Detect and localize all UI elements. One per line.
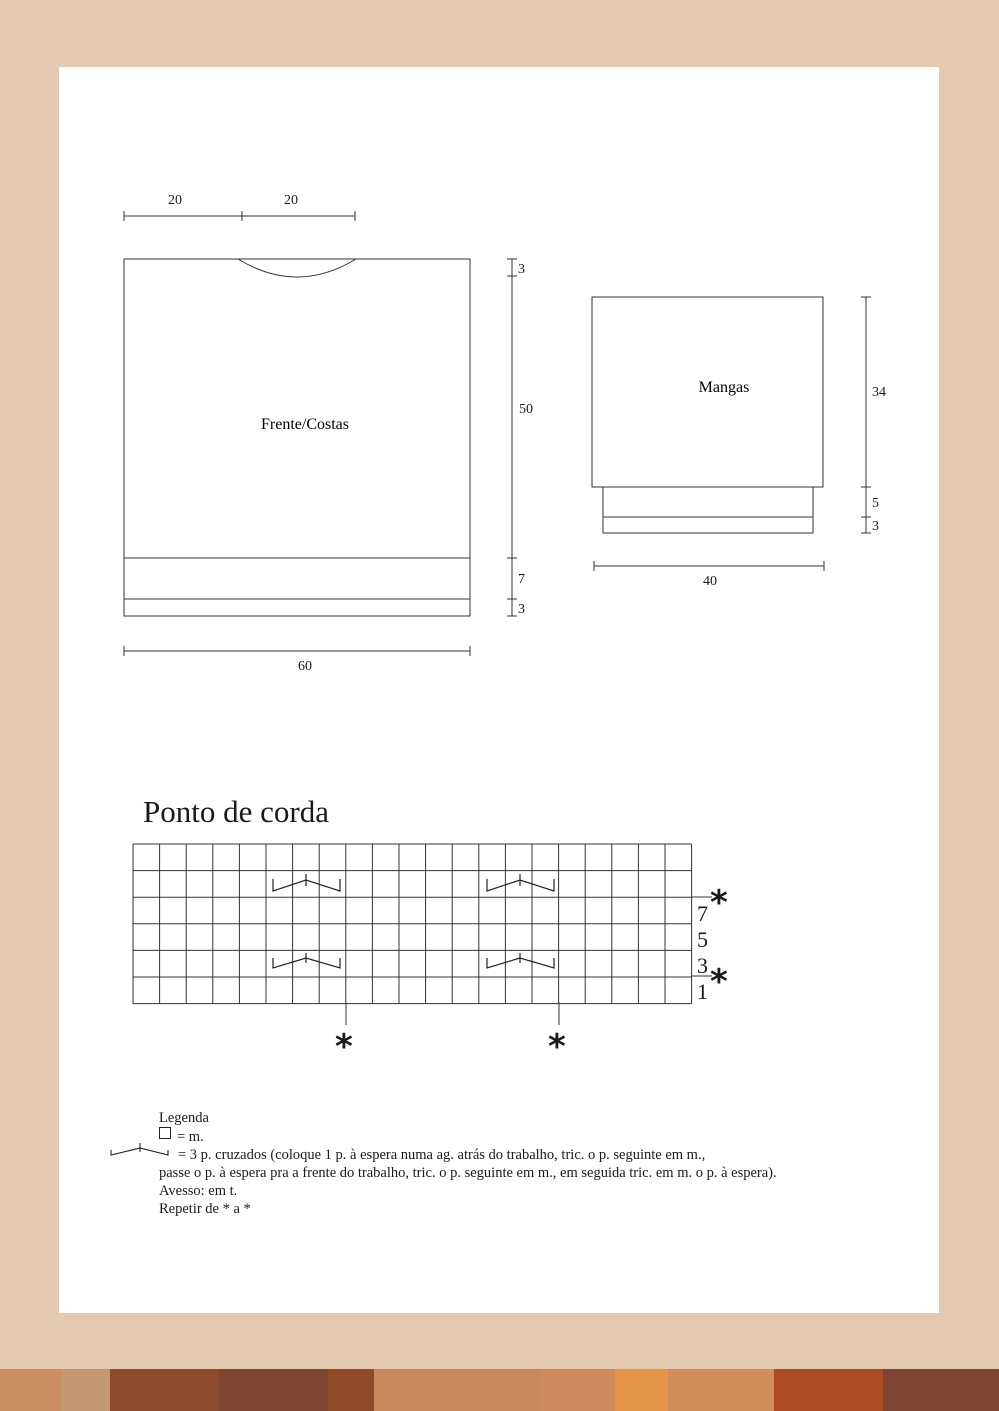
stitch-chart-grid (133, 844, 692, 1004)
palette-swatch (374, 1369, 541, 1411)
palette-swatch (774, 1369, 883, 1411)
repeat-marker-top: * (710, 883, 728, 923)
repeat-marker-row: * (710, 962, 728, 1002)
palette-swatch (883, 1369, 999, 1411)
neck-width-label-right: 20 (284, 193, 298, 208)
sleeve-height-label-main: 34 (872, 385, 886, 400)
sleeve-piece-label: Mangas (698, 379, 750, 396)
palette-swatch (615, 1369, 668, 1411)
row-number-7: 7 (697, 901, 708, 926)
sleeve-width-label: 40 (703, 574, 717, 589)
palette-swatch (0, 1369, 61, 1411)
row-number-3: 3 (697, 953, 708, 978)
legend-knit-row (159, 1127, 777, 1146)
row-number-5: 5 (697, 927, 708, 952)
legend-cable-line1: = 3 p. cruzados (coloque 1 p. à espera numa ag. atrás do trabalho, tric. o p. seguinte em m., (178, 1147, 706, 1163)
legend-heading: Legenda (159, 1110, 209, 1126)
legend-repeat: Repetir de * a * (159, 1201, 251, 1217)
repeat-marker-right: * (548, 1027, 566, 1067)
repeat-marker-left: * (335, 1027, 353, 1067)
palette-swatch (668, 1369, 774, 1411)
cable-symbols (273, 874, 554, 968)
sleeve-cuff (603, 487, 813, 533)
neck-width-label-left: 20 (168, 193, 182, 208)
body-height-label-main: 50 (519, 402, 533, 417)
palette-swatch (541, 1369, 615, 1411)
legend-reverse: Avesso: em t. (159, 1183, 238, 1199)
body-width-label: 60 (298, 659, 312, 674)
legend (159, 1109, 777, 1218)
neckline-curve (238, 259, 356, 277)
color-palette-strip (0, 1369, 999, 1411)
palette-swatch (61, 1369, 110, 1411)
body-piece-label: Frente/Costas (261, 416, 349, 433)
palette-swatch (219, 1369, 328, 1411)
body-height-label-rib: 7 (518, 572, 525, 587)
palette-swatch (328, 1369, 374, 1411)
row-number-1: 1 (697, 979, 708, 1004)
knit-square-icon (159, 1127, 171, 1139)
legend-knit-text: = m. (177, 1129, 204, 1145)
body-outline (124, 259, 470, 616)
sleeve-height-label-edge: 3 (872, 519, 879, 534)
legend-cable-line2: passe o p. à espera pra a frente do trabalho, tric. o p. seguinte em m., em seguida tric. em m. o p. à espera). (159, 1165, 777, 1181)
body-height-label-edge: 3 (518, 602, 525, 617)
chart-title: Ponto de corda (143, 794, 329, 829)
palette-swatch (110, 1369, 218, 1411)
sleeve-height-label-cuff: 5 (872, 496, 879, 511)
body-height-label-neck: 3 (518, 262, 525, 277)
